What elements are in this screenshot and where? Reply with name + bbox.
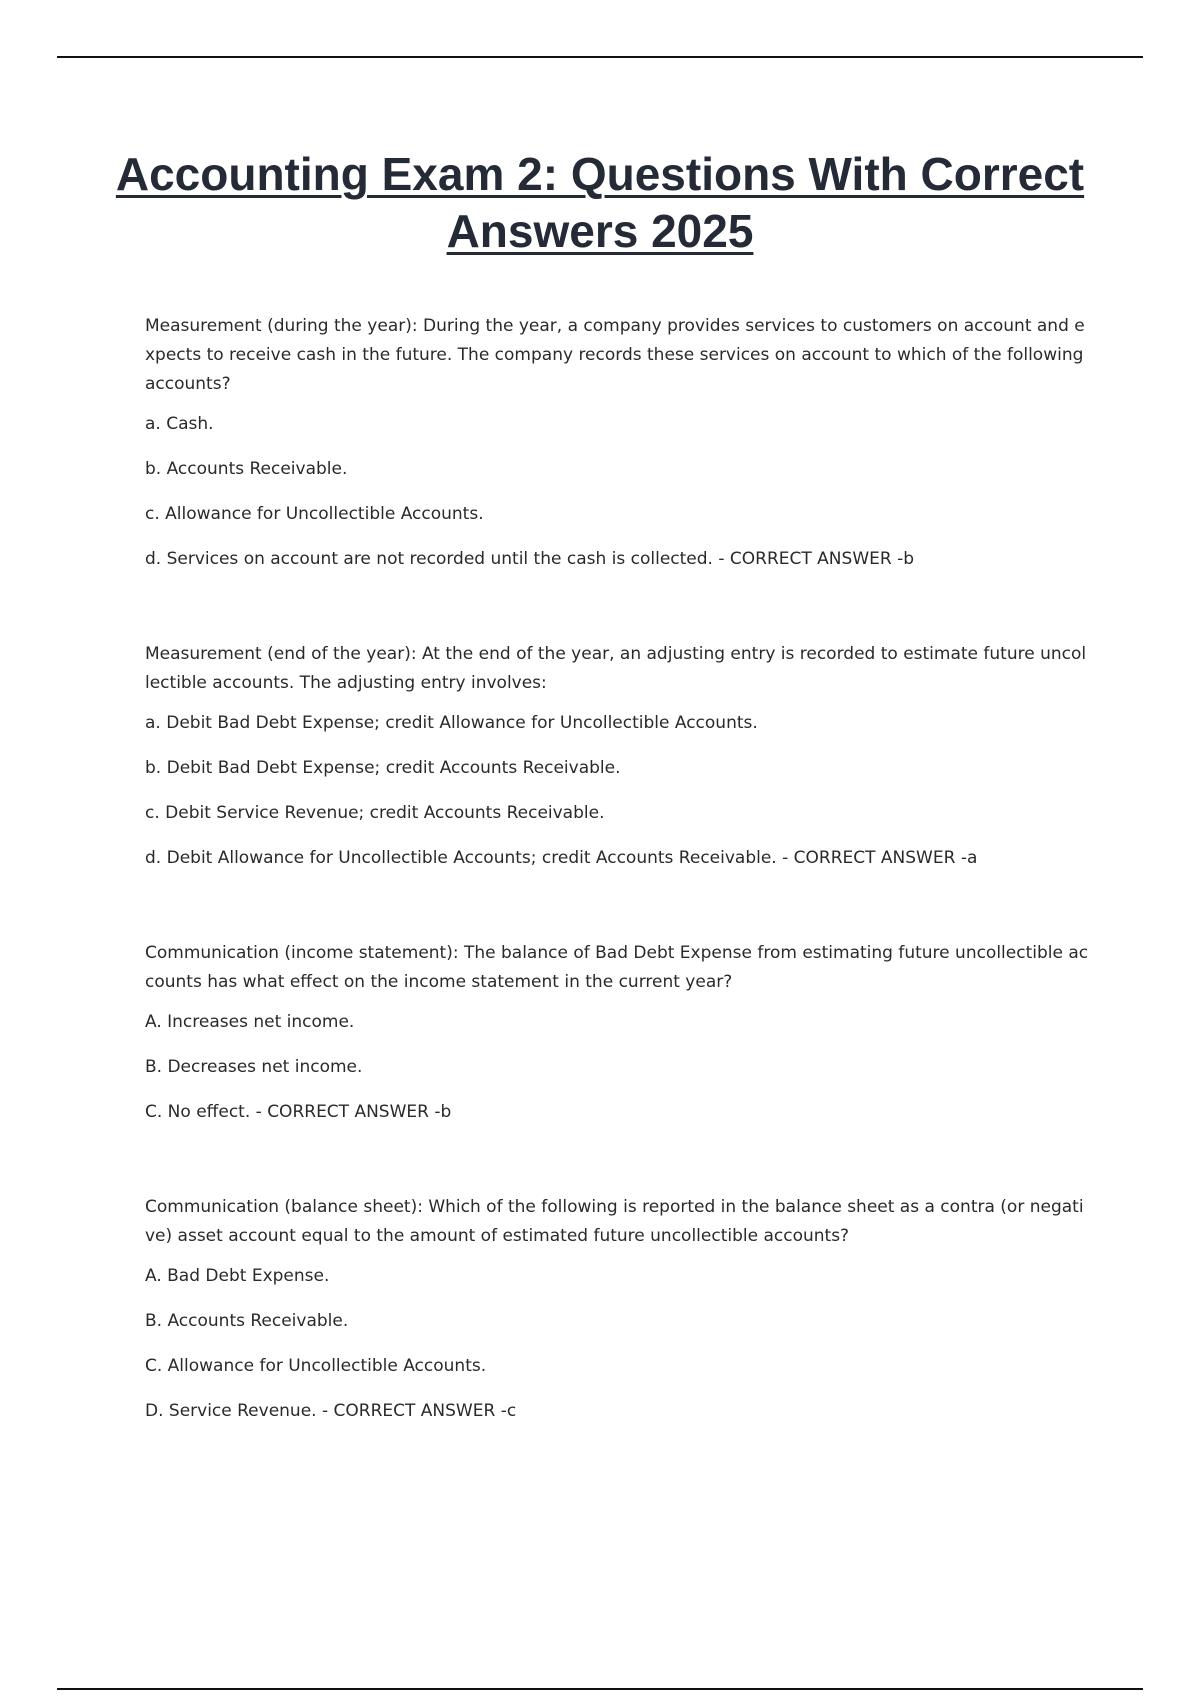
question-3 [145,939,1090,1123]
question-2 [145,640,1090,869]
question-text: Communication (income statement): The balance of Bad Debt Expense from estimating future uncollectible accounts has what effect on the income statement in the current year? [145,943,1089,992]
question-4 [145,1193,1090,1422]
answer-option: D. Service Revenue. - CORRECT ANSWER -c [145,1401,517,1421]
answer-option: a. Debit Bad Debt Expense; credit Allowance for Uncollectible Accounts. [145,713,758,733]
answer-option: A. Increases net income. [145,1012,355,1032]
question-text: Measurement (during the year): During the year, a company provides services to customers on account and expects to receive cash in the future. The company records these services on account to which of the following accounts? [145,316,1085,394]
header-rule [57,56,1143,58]
question-list [145,312,1090,1492]
answer-option: A. Bad Debt Expense. [145,1266,330,1286]
answer-option: b. Debit Bad Debt Expense; credit Accounts Receivable. [145,758,621,778]
answer-option: B. Decreases net income. [145,1057,363,1077]
answer-option: B. Accounts Receivable. [145,1311,349,1331]
footer-rule [57,1688,1143,1690]
answer-option: C. Allowance for Uncollectible Accounts. [145,1356,487,1376]
document-title: Accounting Exam 2: Questions With Correct Answers 2025 [115,148,1085,257]
answer-option: c. Allowance for Uncollectible Accounts. [145,504,484,524]
answer-option: C. No effect. - CORRECT ANSWER -b [145,1102,452,1122]
answer-option: d. Debit Allowance for Uncollectible Accounts; credit Accounts Receivable. - CORRECT ANSWER -a [145,848,978,868]
answer-option: d. Services on account are not recorded until the cash is collected. - CORRECT ANSWER -b [145,549,915,569]
question-text: Communication (balance sheet): Which of the following is reported in the balance sheet as a contra (or negative) asset account equal to the amount of estimated future uncollectible accounts? [145,1197,1084,1246]
answer-option: a. Cash. [145,414,214,434]
answer-option: b. Accounts Receivable. [145,459,348,479]
question-1 [145,312,1090,570]
question-text: Measurement (end of the year): At the end of the year, an adjusting entry is recorded to estimate future uncollectible accounts. The adjusting entry involves: [145,644,1087,693]
answer-option: c. Debit Service Revenue; credit Accounts Receivable. [145,803,605,823]
